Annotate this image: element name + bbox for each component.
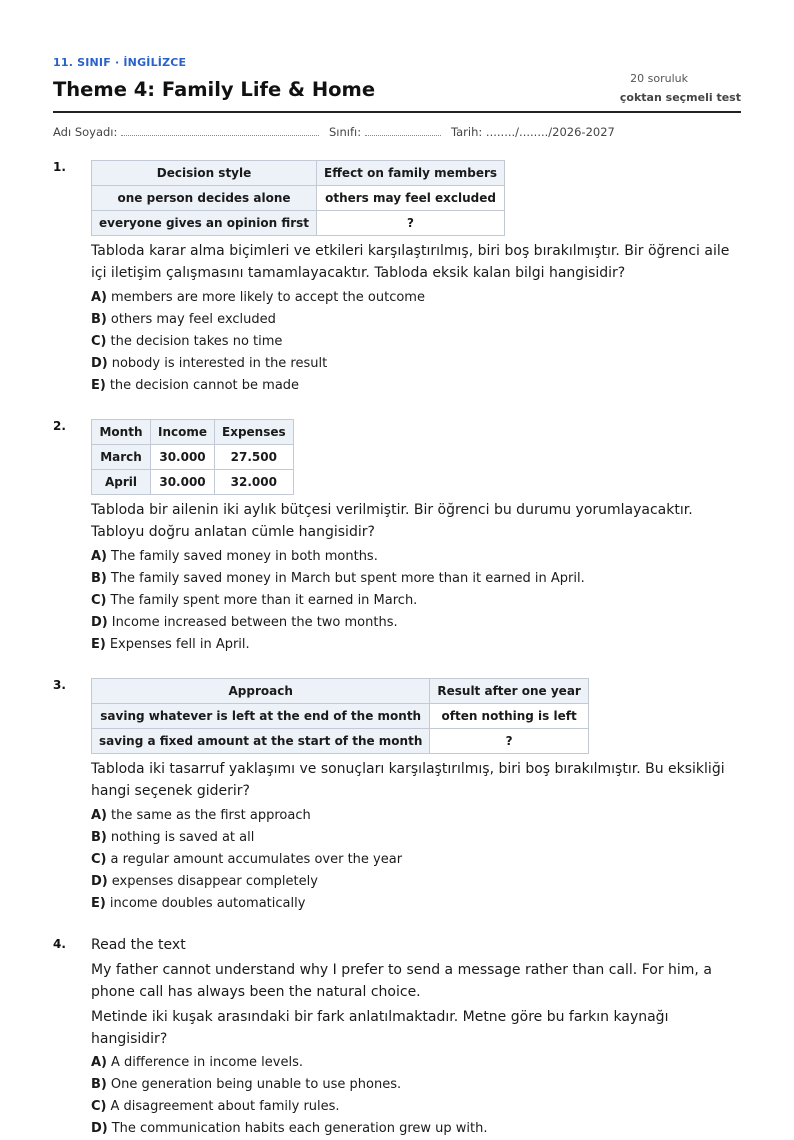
answer-option-a[interactable] [91, 287, 741, 309]
question-number: 3. [53, 678, 66, 692]
answer-option-c[interactable] [91, 849, 741, 871]
table-header: Expenses [215, 420, 294, 445]
table-cell: 32.000 [215, 470, 294, 495]
reading-passage: My father cannot understand why I prefer to send a message rather than call. For him, a phone call has always been the natural choice. [91, 962, 712, 1000]
answer-option-a[interactable] [91, 1052, 741, 1074]
option-text: A disagreement about family rules. [110, 1099, 340, 1114]
option-text: Expenses fell in April. [109, 637, 250, 652]
option-letter: E) [91, 637, 106, 652]
option-text: Income increased between the two months. [111, 615, 398, 630]
option-letter: E) [91, 378, 106, 393]
option-text: One generation being unable to use phones. [110, 1077, 402, 1092]
table-header: Result after one year [430, 679, 588, 704]
table-cell: everyone gives an opinion first [92, 211, 317, 236]
option-text: the decision takes no time [110, 334, 283, 349]
page-title: Theme 4: Family Life & Home [53, 78, 376, 101]
answer-option-b[interactable] [91, 1074, 741, 1096]
table-row [92, 729, 589, 754]
option-text: a regular amount accumulates over the year [110, 852, 403, 867]
date-label: Tarih: [451, 125, 483, 139]
table-header: Effect on family members [317, 161, 505, 186]
question-number: 1. [53, 160, 66, 174]
option-text: The family saved money in March but spent more than it earned in April. [110, 571, 585, 586]
option-letter: A) [91, 290, 108, 305]
answer-option-e[interactable] [91, 375, 741, 397]
name-blank[interactable] [121, 127, 319, 136]
option-text: the decision cannot be made [109, 378, 300, 393]
answer-option-e[interactable] [91, 634, 741, 656]
option-letter: B) [91, 1077, 107, 1092]
answer-option-d[interactable] [91, 1118, 741, 1140]
option-text: The communication habits each generation grew up with. [111, 1121, 488, 1136]
answer-option-d[interactable] [91, 871, 741, 893]
answer-option-a[interactable] [91, 546, 741, 568]
table-cell: March [92, 445, 151, 470]
option-text: the same as the first approach [111, 808, 311, 823]
option-letter: C) [91, 1099, 107, 1114]
option-letter: D) [91, 615, 108, 630]
table-cell: 30.000 [151, 445, 215, 470]
table-header: Income [151, 420, 215, 445]
table-header: Approach [92, 679, 430, 704]
answer-option-c[interactable] [91, 331, 741, 353]
question-stem: Tabloda bir ailenin iki aylık bütçesi verilmiştir. Bir öğrenci bu durumu yorumlayacaktır. Tabloyu doğru anlatan cümle hangisidir? [91, 502, 693, 540]
class-label: Sınıfı: [329, 125, 362, 139]
question-intro: Read the text [91, 937, 186, 953]
question-table [91, 678, 589, 754]
name-label: Adı Soyadı: [53, 125, 118, 139]
table-cell: often nothing is left [430, 704, 588, 729]
option-text: expenses disappear completely [111, 874, 318, 889]
table-cell: saving whatever is left at the end of the month [92, 704, 430, 729]
name-field[interactable] [53, 125, 319, 139]
answer-option-c[interactable] [91, 590, 741, 612]
option-text: income doubles automatically [109, 896, 306, 911]
option-letter: D) [91, 1121, 108, 1136]
answer-option-b[interactable] [91, 568, 741, 590]
date-field[interactable] [451, 125, 615, 139]
option-text: others may feel excluded [110, 312, 276, 327]
table-cell: ? [317, 211, 505, 236]
answer-option-e[interactable] [91, 893, 741, 915]
option-letter: A) [91, 1055, 108, 1070]
option-letter: C) [91, 852, 107, 867]
option-text: The family spent more than it earned in March. [110, 593, 418, 608]
option-letter: E) [91, 896, 106, 911]
option-letter: B) [91, 312, 107, 327]
table-cell: saving a fixed amount at the start of the month [92, 729, 430, 754]
test-type: çoktan seçmeli test [619, 91, 741, 104]
option-text: members are more likely to accept the outcome [111, 290, 425, 305]
worksheet-page [53, 0, 741, 1136]
option-letter: B) [91, 571, 107, 586]
question-number: 4. [53, 937, 66, 951]
table-row [92, 704, 589, 729]
option-letter: D) [91, 874, 108, 889]
table-cell: 27.500 [215, 445, 294, 470]
question-table [91, 419, 294, 495]
table-cell: one person decides alone [92, 186, 317, 211]
class-blank[interactable] [365, 127, 441, 136]
answer-option-b[interactable] [91, 827, 741, 849]
answer-option-c[interactable] [91, 1096, 741, 1118]
option-text: nothing is saved at all [110, 830, 255, 845]
option-letter: C) [91, 593, 107, 608]
option-text: A difference in income levels. [111, 1055, 303, 1070]
question-stem: Metinde iki kuşak arasındaki bir fark anlatılmaktadır. Metne göre bu farkın kaynağı hangisidir? [91, 1009, 669, 1047]
table-cell: April [92, 470, 151, 495]
answer-option-a[interactable] [91, 805, 741, 827]
table-row [92, 186, 505, 211]
table-cell: 30.000 [151, 470, 215, 495]
subject-label: 11. SINIF · İNGİLİZCE [53, 56, 187, 69]
date-value: ......../......../2026-2027 [485, 125, 615, 139]
option-letter: C) [91, 334, 107, 349]
table-row [92, 211, 505, 236]
question-stem: Tabloda iki tasarruf yaklaşımı ve sonuçları karşılaştırılmış, biri boş bırakılmıştır. Bu eksikliği hangi seçenek giderir? [91, 761, 725, 799]
question-table [91, 160, 505, 236]
option-letter: A) [91, 808, 108, 823]
option-letter: D) [91, 356, 108, 371]
table-row [92, 470, 294, 495]
option-letter: A) [91, 549, 108, 564]
answer-option-b[interactable] [91, 309, 741, 331]
table-header: Month [92, 420, 151, 445]
question-number: 2. [53, 419, 66, 433]
table-cell: ? [430, 729, 588, 754]
question-count: 20 soruluk [630, 72, 688, 85]
table-row [92, 445, 294, 470]
question-stem: Tabloda karar alma biçimleri ve etkileri karşılaştırılmış, biri boş bırakılmıştır. Bir öğrenci aile içi iletişim çalışmasını tamamlayacaktır. Tabloda eksik kalan bilgi hangisidir? [91, 243, 730, 281]
option-letter: B) [91, 830, 107, 845]
option-text: The family saved money in both months. [111, 549, 378, 564]
answer-option-d[interactable] [91, 353, 741, 375]
class-field[interactable] [329, 125, 441, 139]
answer-option-d[interactable] [91, 612, 741, 634]
table-cell: others may feel excluded [317, 186, 505, 211]
option-text: nobody is interested in the result [111, 356, 328, 371]
table-header: Decision style [92, 161, 317, 186]
header-divider [53, 111, 741, 113]
